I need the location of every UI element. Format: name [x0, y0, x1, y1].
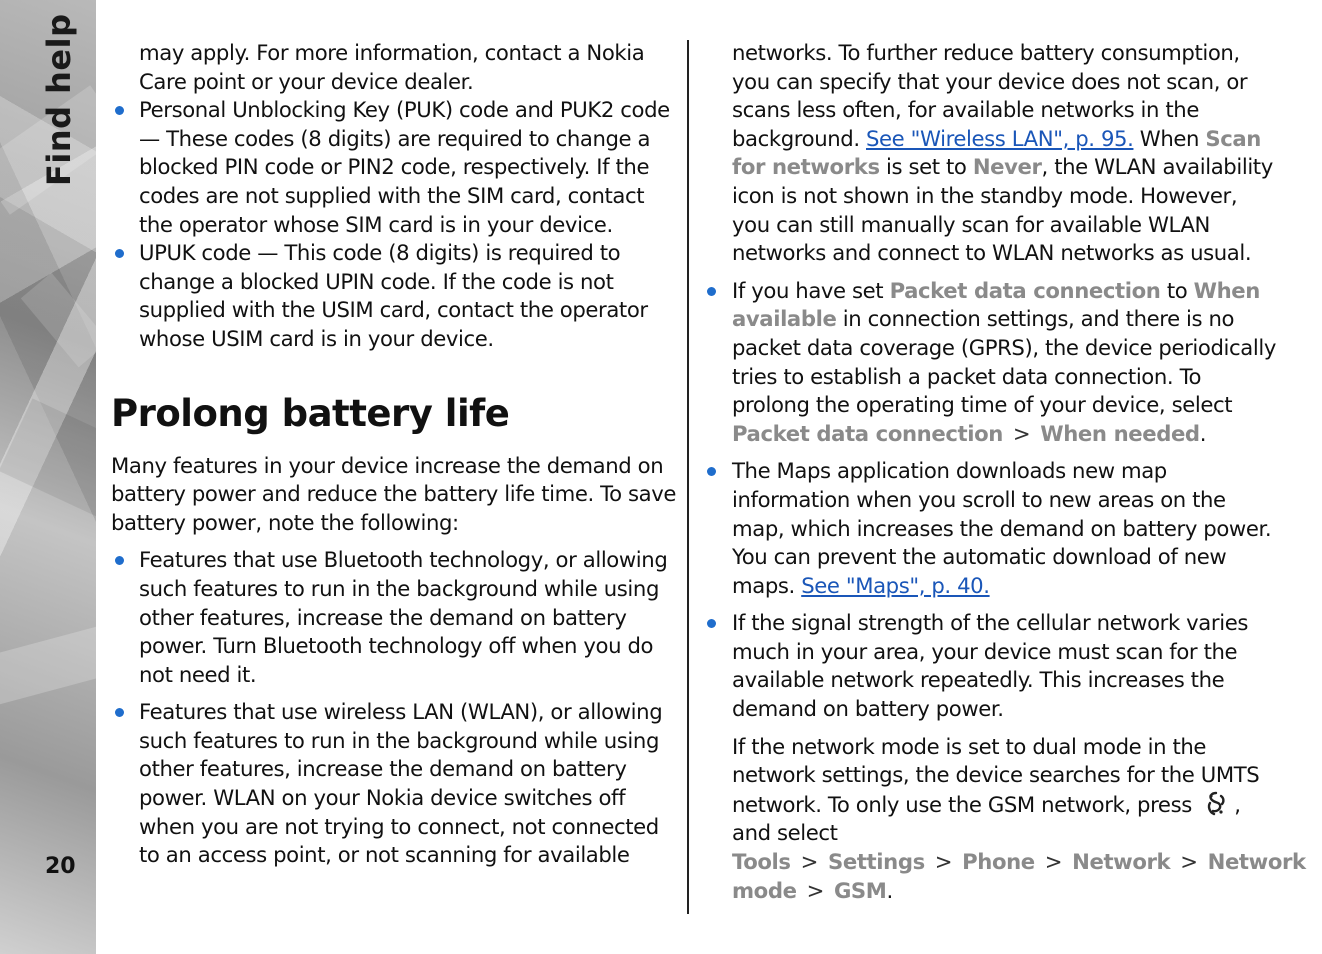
list-item-puk: Personal Unblocking Key (PUK) code and PUK2 code — These codes (8 digits) are required to change a blocked PIN code or PIN2 code, respectively. If the codes are not supplied with the SIM card, contact the operator whose SIM card is in your device.: [111, 96, 676, 239]
battery-tips-list: [111, 546, 676, 870]
menu-separator: >: [934, 849, 953, 875]
phone-term: Phone: [962, 849, 1035, 875]
right-column: [732, 39, 1306, 905]
signal-text: If the signal strength of the cellular network varies much in your area, your device must scan for the available network repeatedly. This increases the demand on battery power.: [732, 610, 1248, 722]
wlan-text: is set to: [886, 154, 967, 180]
packet-data-connection-term: Packet data connection: [732, 420, 1003, 446]
when-needed-term: When needed: [1040, 420, 1200, 446]
period: .: [886, 877, 893, 903]
page-number: 20: [45, 854, 76, 879]
list-item-bluetooth: Features that use Bluetooth technology, or allowing such features to run in the background while using other features, increase the demand on battery power. Turn Bluetooth technology off when you do not need it.: [111, 546, 676, 689]
intro-paragraph: Many features in your device increase the demand on battery power and reduce the battery life time. To save battery power, note the following:: [111, 452, 677, 535]
menu-separator: >: [1012, 420, 1031, 446]
gsm-term: GSM: [833, 877, 887, 903]
section-title: Find help: [40, 13, 78, 186]
intro-text: may apply. For more information, contact a Nokia Care point or your device dealer.: [139, 40, 645, 94]
list-item-signal: [732, 609, 1277, 723]
packet-data-connection-term: Packet data connection: [889, 277, 1161, 303]
menu-separator: >: [806, 877, 824, 903]
menu-key-icon: [1202, 790, 1230, 818]
wlan-text: networks. To further reduce battery consumption, you can specify that your device does not scan, or scans less often, for available networks in the background.: [732, 40, 1248, 151]
list-item-packet-data: [732, 277, 1277, 449]
menu-separator: >: [1044, 849, 1063, 875]
maps-link[interactable]: See "Maps", p. 40.: [801, 572, 990, 598]
wireless-lan-link[interactable]: See "Wireless LAN", p. 95.: [866, 125, 1134, 151]
sidebar-shard: [21, 273, 96, 368]
sidebar-shard: [0, 398, 96, 521]
tools-term: Tools: [732, 849, 791, 875]
code-list: [111, 96, 676, 353]
menu-separator: >: [1180, 849, 1198, 875]
never-term: Never: [972, 154, 1042, 180]
scan-for-networks-term: Scan for networks: [732, 125, 1261, 180]
period: .: [1199, 420, 1207, 446]
settings-term: Settings: [827, 849, 925, 875]
list-item-maps: [732, 457, 1277, 600]
network-mode-term: Network mode: [732, 849, 1306, 903]
packet-text: to: [1166, 277, 1188, 303]
sidebar: [0, 0, 96, 954]
section-heading: Prolong battery life: [111, 391, 510, 435]
list-item-wlan: Features that use wireless LAN (WLAN), or allowing such features to run in the background while using other features, increase the demand on battery power. WLAN on your Nokia device switches off when you are not trying to connect, not connected to an access point, or not scanning for available: [111, 698, 676, 870]
dual-mode-paragraph: [732, 733, 1306, 906]
column-divider: [687, 40, 689, 914]
sidebar-shard: [0, 620, 96, 710]
network-term: Network: [1072, 849, 1171, 875]
left-column: [111, 39, 676, 870]
wlan-text: When: [1139, 125, 1200, 151]
when-available-term: When available: [732, 277, 1260, 332]
dual-mode-text: If the network mode is set to dual mode in the network settings, the device searches for the UMTS network. To only use the GSM network, press: [732, 733, 1260, 817]
wlan-text: , the WLAN availability icon is not shown in the standby mode. However, you can still manually scan for available WLAN networks and connect to WLAN networks as usual.: [732, 154, 1273, 266]
packet-text: If you have set: [732, 277, 884, 303]
battery-tips-list-continued: [732, 277, 1277, 724]
packet-text: in connection settings, and there is no packet data coverage (GPRS), the device periodically tries to establish a packet data connection. To prolong the operating time of your device, select: [732, 306, 1276, 418]
menu-separator: >: [800, 849, 818, 875]
maps-text: The Maps application downloads new map information when you scroll to new areas on the map, which increases the demand on battery power. You can prevent the automatic download of new maps.: [732, 458, 1272, 598]
list-item-upuk: UPUK code — This code (8 digits) is required to change a blocked UPIN code. If the code is not supplied with the USIM card, contact the operator whose USIM card is in your device.: [111, 239, 676, 353]
wlan-continuation: [732, 39, 1277, 268]
dual-mode-text: , and select: [732, 791, 1241, 846]
